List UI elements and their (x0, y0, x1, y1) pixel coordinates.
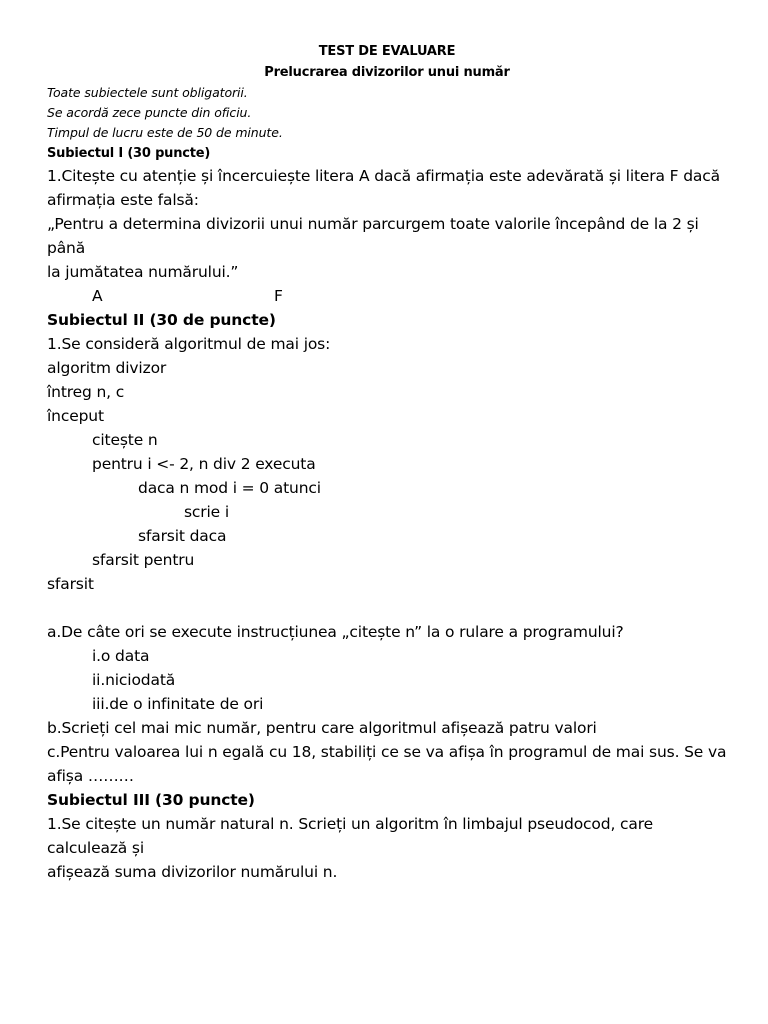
document-title: TEST DE EVALUARE (318, 44, 456, 59)
algorithm-line: pentru i <- 2, n div 2 executa (92, 455, 316, 473)
subject-2-intro: 1.Se consideră algoritmul de mai jos: (47, 335, 331, 353)
algorithm-line: scrie i (184, 503, 229, 521)
option-f: F (274, 287, 283, 305)
choice-item: iii.de o infinitate de ori (92, 695, 264, 713)
choice-item: ii.niciodată (92, 671, 176, 689)
algorithm-line: sfarsit (47, 575, 94, 593)
subject-3-question-line: afișează suma divizorilor numărului n. (47, 863, 338, 881)
algorithm-line: sfarsit daca (138, 527, 227, 545)
subject-1-heading: Subiectul I (30 puncte) (47, 146, 211, 161)
algorithm-line: sfarsit pentru (92, 551, 195, 569)
question-b: b.Scrieți cel mai mic număr, pentru care algoritmul afișează patru valori (47, 719, 597, 737)
algorithm-line: algoritm divizor (47, 359, 167, 377)
true-false-options (47, 284, 727, 308)
algorithm-line: citește n (92, 431, 158, 449)
algorithm-line: daca n mod i = 0 atunci (138, 479, 321, 497)
algorithm-block (47, 356, 727, 596)
subject-2-heading: Subiectul II (30 de puncte) (47, 311, 276, 329)
instruction-note: Timpul de lucru este de 50 de minute. (47, 125, 283, 140)
algorithm-line: întreg n, c (47, 383, 125, 401)
option-a: A (92, 287, 103, 305)
document-page (47, 41, 727, 884)
question-a: a.De câte ori se execute instrucțiunea „citește n” la o rulare a programului? (47, 623, 624, 641)
choice-item: i.o data (92, 647, 150, 665)
subject-3-heading: Subiectul III (30 puncte) (47, 791, 255, 809)
subject-1-statement-line: „Pentru a determina divizorii unui număr parcurgem toate valorile începând de la 2 și până (47, 215, 699, 257)
instruction-note: Se acordă zece puncte din oficiu. (47, 105, 252, 120)
instruction-note: Toate subiectele sunt obligatorii. (47, 85, 248, 100)
question-c-line: afișa ……… (47, 767, 134, 785)
algorithm-line: început (47, 407, 104, 425)
subject-3-question-line: 1.Se citește un număr natural n. Scrieți un algoritm în limbajul pseudocod, care calculează și (47, 815, 653, 857)
subject-1-question-line: 1.Citește cu atenție și încercuiește litera A dacă afirmația este adevărată și litera F dacă (47, 167, 720, 185)
question-c-line: c.Pentru valoarea lui n egală cu 18, stabiliți ce se va afișa în programul de mai sus. Se va (47, 743, 727, 761)
blank-line (47, 596, 727, 620)
subject-1-statement-line: la jumătatea numărului.” (47, 263, 239, 281)
document-subtitle: Prelucrarea divizorilor unui număr (264, 65, 510, 80)
subject-1-question-line: afirmația este falsă: (47, 191, 199, 209)
